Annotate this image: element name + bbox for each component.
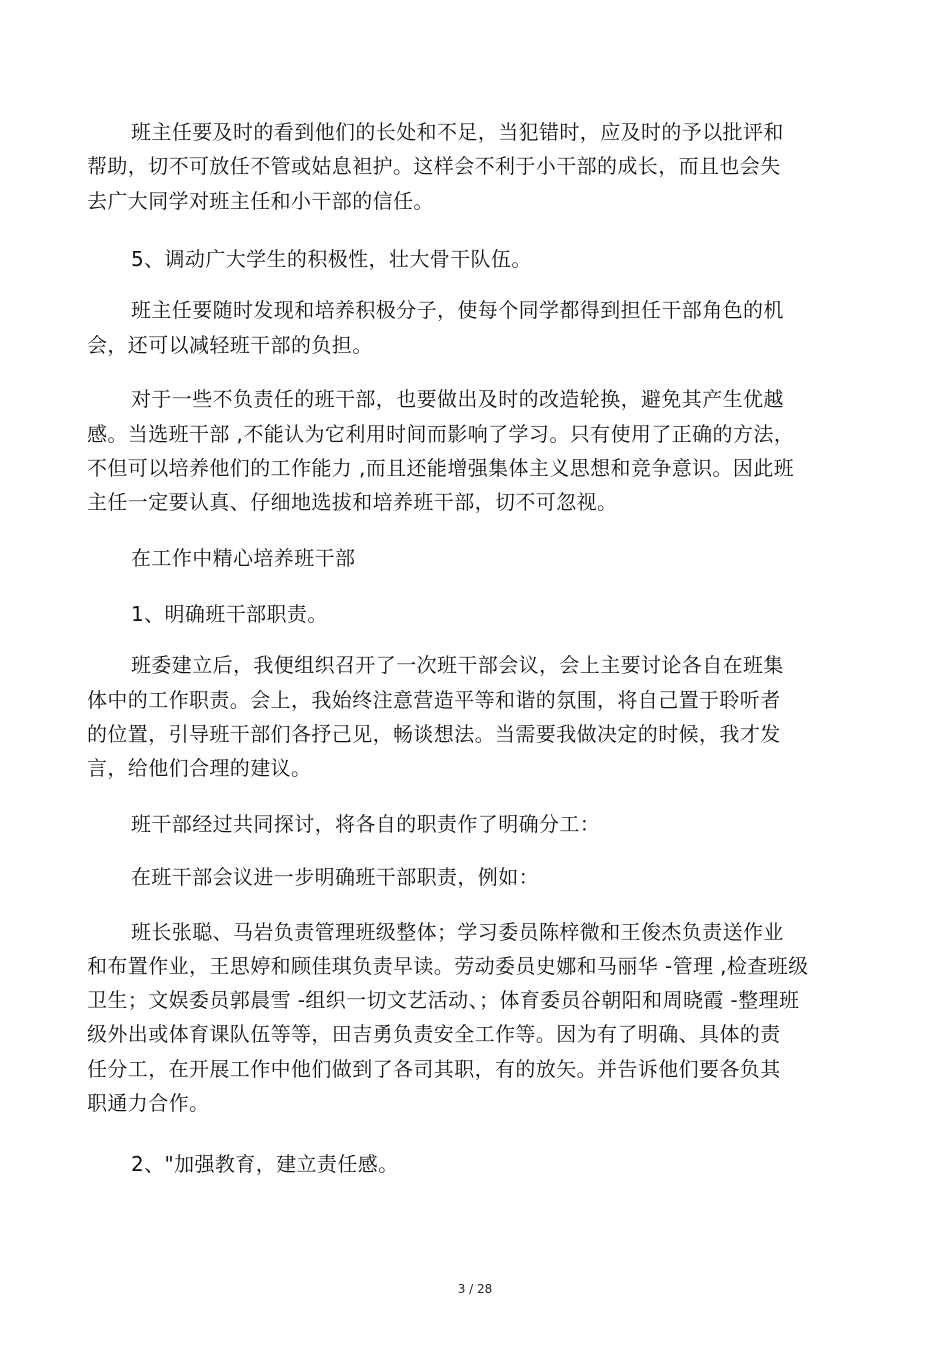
paragraph-line: 班长张聪、马岩负责管理班级整体；学习委员陈梓微和王俊杰负责送作业	[131, 920, 784, 944]
paragraph-line: 在班干部会议进一步明确班干部职责，例如：	[131, 865, 539, 889]
paragraph-line: 卫生；文娱委员郭晨雪 -组织一切文艺活动、；体育委员谷朝阳和周晓霞 -整理班	[87, 988, 800, 1012]
section-heading: 2、"加强教育，建立责任感。	[131, 1152, 399, 1176]
paragraph-line: 体中的工作职责。会上，我始终注意营造平等和谐的氛围，将自己置于聆听者	[87, 688, 781, 712]
paragraph-line: 去广大同学对班主任和小干部的信任。	[87, 189, 434, 213]
paragraph-line: 任分工，在开展工作中他们做到了各司其职，有的放矢。并告诉他们要各负其	[87, 1057, 781, 1081]
paragraph-line: 班主任要及时的看到他们的长处和不足，当犯错时，应及时的予以批评和	[131, 120, 784, 144]
paragraph-line: 班干部经过共同探讨，将各自的职责作了明确分工：	[131, 812, 601, 836]
paragraph-line: 帮助，切不可放任不管或姑息袒护。这样会不利于小干部的成长，而且也会失	[87, 154, 781, 178]
paragraph-line: 班主任要随时发现和培养积极分子，使每个同学都得到担任干部角色的机	[131, 298, 784, 322]
page-number: 3 / 28	[457, 1282, 493, 1296]
paragraph-line: 和布置作业，王思婷和顾佳琪负责早读。劳动委员史娜和马丽华 -管理 ,检查班级	[87, 954, 809, 978]
paragraph-line: 级外出或体育课队伍等等，田吉勇负责安全工作等。因为有了明确、具体的责	[87, 1022, 781, 1046]
paragraph-line: 班委建立后，我便组织召开了一次班干部会议，会上主要讨论各自在班集	[131, 653, 784, 677]
paragraph-line: 感。当选班干部 ,不能认为它利用时间而影响了学习。只有使用了正确的方法，	[87, 422, 795, 446]
paragraph-line: 言，给他们合理的建议。	[87, 756, 312, 780]
section-heading: 在工作中精心培养班干部	[131, 546, 356, 570]
paragraph-line: 主任一定要认真、仔细地选拔和培养班干部，切不可忽视。	[87, 490, 618, 514]
section-heading: 5、调动广大学生的积极性，壮大骨干队伍。	[131, 247, 532, 271]
section-heading: 1、明确班干部职责。	[131, 602, 328, 626]
paragraph-line: 的位置，引导班干部们各抒己见，畅谈想法。当需要我做决定的时候，我才发	[87, 722, 781, 746]
paragraph-line: 对于一些不负责任的班干部，也要做出及时的改造轮换，避免其产生优越	[131, 387, 784, 411]
paragraph-line: 不但可以培养他们的工作能力 ,而且还能增强集体主义思想和竞争意识。因此班	[87, 456, 795, 480]
paragraph-line: 职通力合作。	[87, 1091, 210, 1115]
paragraph-line: 会，还可以减轻班干部的负担。	[87, 333, 373, 357]
